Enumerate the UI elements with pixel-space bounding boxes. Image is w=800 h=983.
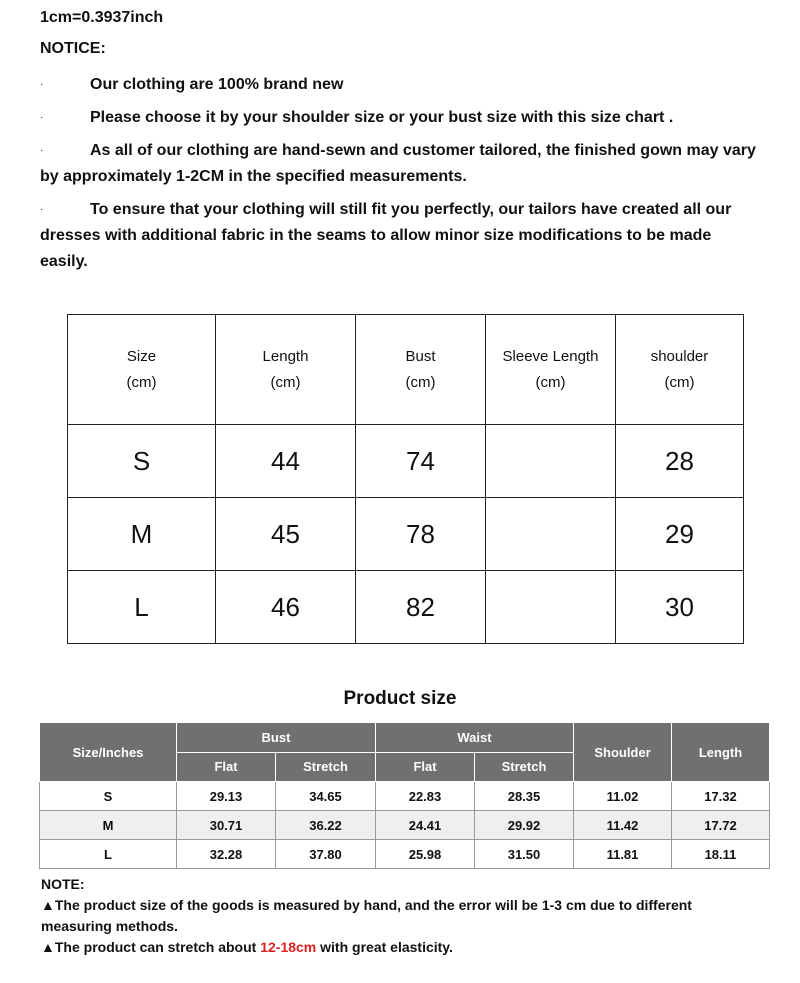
notice-bullet — [40, 72, 760, 98]
header-waist-group: Waist — [376, 723, 574, 753]
cell-shoulder: 11.02 — [574, 782, 672, 811]
notice-bullet — [40, 138, 760, 190]
bullet-dot-icon: · — [40, 79, 44, 90]
notice-bullet-text: To ensure that your clothing will still fit you perfectly, our tailors have created all our dresses with additional fabric in the seams to allow minor size modifications to be made easily. — [40, 201, 732, 270]
note-line — [41, 937, 761, 958]
cell-waist-flat: 25.98 — [376, 840, 475, 869]
cell-size: S — [68, 425, 216, 498]
note-line: ▲The product size of the goods is measured by hand, and the error will be 1-3 cm due to different measuring methods. — [41, 897, 692, 934]
unit-conversion: 1cm=0.3937inch — [40, 9, 164, 26]
cell-bust: 82 — [356, 571, 486, 644]
header-length: Length — [672, 723, 770, 782]
cell-waist-stretch: 31.50 — [475, 840, 574, 869]
cell-length: 46 — [216, 571, 356, 644]
subheader-waist-flat: Flat — [376, 752, 475, 782]
table-row — [40, 782, 770, 811]
notice-bullet — [40, 197, 760, 275]
cell-bust-stretch: 36.22 — [276, 811, 376, 840]
cell-sleeve-length — [486, 498, 616, 571]
header-cell-bust: Bust (cm) — [356, 315, 486, 425]
cell-shoulder: 29 — [616, 498, 744, 571]
size-chart-header-row — [68, 315, 744, 425]
header-size-inches: Size/Inches — [40, 723, 177, 782]
cell-size: L — [68, 571, 216, 644]
cell-bust-stretch: 34.65 — [276, 782, 376, 811]
cell-sleeve-length — [486, 425, 616, 498]
header-bust-group: Bust — [177, 723, 376, 753]
note-section — [41, 874, 761, 958]
cell-bust-flat: 30.71 — [177, 811, 276, 840]
bullet-dot-icon: · — [40, 145, 44, 156]
cell-bust: 78 — [356, 498, 486, 571]
table-row — [40, 840, 770, 869]
header-shoulder: Shoulder — [574, 723, 672, 782]
header-cell-shoulder: shoulder (cm) — [616, 315, 744, 425]
cell-waist-flat: 24.41 — [376, 811, 475, 840]
size-chart-cm-table — [67, 314, 744, 644]
subheader-waist-stretch: Stretch — [475, 752, 574, 782]
cell-length: 17.72 — [672, 811, 770, 840]
table-row — [68, 425, 744, 498]
cell-length: 44 — [216, 425, 356, 498]
note-title: NOTE: — [41, 876, 85, 892]
cell-bust-flat: 32.28 — [177, 840, 276, 869]
cell-size: M — [68, 498, 216, 571]
notice-bullet — [40, 105, 760, 131]
cell-bust-stretch: 37.80 — [276, 840, 376, 869]
table-row — [68, 498, 744, 571]
cell-shoulder: 30 — [616, 571, 744, 644]
header-cell-length: Length (cm) — [216, 315, 356, 425]
product-size-table — [39, 722, 770, 869]
notice-title: NOTICE: — [40, 40, 106, 57]
notice-bullet-text: Our clothing are 100% brand new — [90, 76, 344, 93]
cell-waist-stretch: 28.35 — [475, 782, 574, 811]
product-size-title: Product size — [343, 688, 457, 709]
header-cell-sleeve-length: Sleeve Length (cm) — [486, 315, 616, 425]
note-line-prefix: ▲The product can stretch about — [41, 939, 261, 955]
subheader-bust-stretch: Stretch — [276, 752, 376, 782]
cell-sleeve-length — [486, 571, 616, 644]
cell-waist-flat: 22.83 — [376, 782, 475, 811]
cell-waist-stretch: 29.92 — [475, 811, 574, 840]
cell-size: S — [40, 782, 177, 811]
cell-size: L — [40, 840, 177, 869]
bullet-dot-icon: · — [40, 204, 44, 215]
cell-length: 45 — [216, 498, 356, 571]
cell-length: 17.32 — [672, 782, 770, 811]
subheader-bust-flat: Flat — [177, 752, 276, 782]
cell-bust-flat: 29.13 — [177, 782, 276, 811]
cell-bust: 74 — [356, 425, 486, 498]
stretch-range-highlight: 12-18cm — [260, 939, 317, 955]
cell-shoulder: 11.42 — [574, 811, 672, 840]
header-cell-size: Size (cm) — [68, 315, 216, 425]
notice-bullet-text: Please choose it by your shoulder size or your bust size with this size chart . — [90, 109, 674, 126]
note-line-suffix: with great elasticity. — [316, 939, 453, 955]
table-row — [68, 571, 744, 644]
cell-shoulder: 28 — [616, 425, 744, 498]
cell-shoulder: 11.81 — [574, 840, 672, 869]
cell-length: 18.11 — [672, 840, 770, 869]
product-size-header-row — [40, 723, 770, 753]
table-row — [40, 811, 770, 840]
notice-bullet-text: As all of our clothing are hand-sewn and customer tailored, the finished gown may vary by approximately 1-2CM in the specified measurements. — [40, 142, 756, 185]
bullet-dot-icon: · — [40, 112, 44, 123]
cell-size: M — [40, 811, 177, 840]
